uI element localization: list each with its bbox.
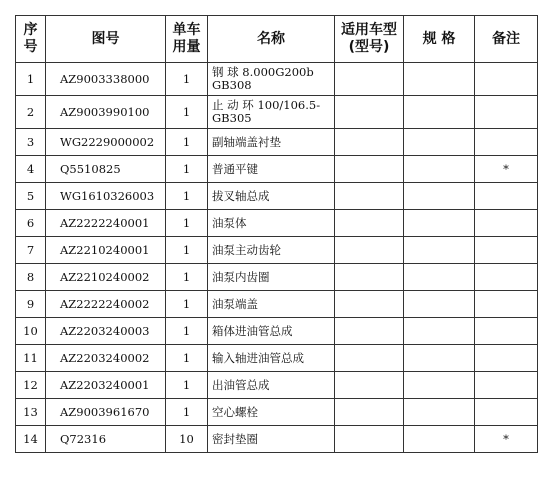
cell-code: WG1610326003 <box>46 183 166 210</box>
cell-note <box>475 399 538 426</box>
table-row <box>16 156 538 183</box>
part-name-text: 钢 球 8.000G200b GB308 <box>212 65 314 92</box>
cell-spec <box>404 63 475 96</box>
cell-name <box>208 96 335 129</box>
cell-seq: 4 <box>16 156 46 183</box>
cell-seq: 7 <box>16 237 46 264</box>
header-qty: 单车 用量 <box>166 16 208 63</box>
cell-qty: 1 <box>166 210 208 237</box>
cell-spec <box>404 237 475 264</box>
cell-qty: 1 <box>166 237 208 264</box>
cell-spec <box>404 96 475 129</box>
cell-name <box>208 291 335 318</box>
cell-qty: 1 <box>166 345 208 372</box>
header-seq: 序 号 <box>16 16 46 63</box>
cell-note <box>475 183 538 210</box>
table-row <box>16 129 538 156</box>
cell-code: AZ2210240002 <box>46 264 166 291</box>
part-name-text: 空心螺栓 <box>212 404 258 419</box>
cell-note: * <box>475 426 538 453</box>
cell-model <box>335 399 404 426</box>
cell-model <box>335 291 404 318</box>
table-row <box>16 318 538 345</box>
cell-code: AZ9003990100 <box>46 96 166 129</box>
cell-note <box>475 372 538 399</box>
part-name-text: 拔叉轴总成 <box>212 188 270 203</box>
header-spec: 规 格 <box>404 16 475 63</box>
cell-spec <box>404 291 475 318</box>
part-name-text: 普通平键 <box>212 161 258 176</box>
cell-spec <box>404 318 475 345</box>
cell-spec <box>404 426 475 453</box>
table-row <box>16 63 538 96</box>
cell-spec <box>404 129 475 156</box>
cell-model <box>335 183 404 210</box>
cell-model <box>335 264 404 291</box>
part-name-text: 副轴端盖衬垫 <box>212 134 281 149</box>
cell-model <box>335 237 404 264</box>
part-name-text: 油泵主动齿轮 <box>212 242 281 257</box>
cell-seq: 5 <box>16 183 46 210</box>
cell-qty: 1 <box>166 399 208 426</box>
cell-name <box>208 264 335 291</box>
table-row <box>16 183 538 210</box>
cell-name <box>208 318 335 345</box>
cell-model <box>335 156 404 183</box>
header-note: 备注 <box>475 16 538 63</box>
table-row <box>16 291 538 318</box>
cell-model <box>335 96 404 129</box>
cell-seq: 2 <box>16 96 46 129</box>
part-name-text: 油泵体 <box>212 215 247 230</box>
cell-spec <box>404 345 475 372</box>
cell-model <box>335 63 404 96</box>
part-name-text: 止 动 环 100/106.5- GB305 <box>212 98 321 125</box>
cell-seq: 6 <box>16 210 46 237</box>
table-row <box>16 345 538 372</box>
cell-qty: 1 <box>166 156 208 183</box>
cell-code: WG2229000002 <box>46 129 166 156</box>
header-name: 名称 <box>208 16 335 63</box>
cell-spec <box>404 183 475 210</box>
cell-code: AZ2222240001 <box>46 210 166 237</box>
cell-model <box>335 426 404 453</box>
cell-note <box>475 291 538 318</box>
cell-seq: 12 <box>16 372 46 399</box>
cell-code: Q5510825 <box>46 156 166 183</box>
cell-qty: 1 <box>166 372 208 399</box>
table-row <box>16 264 538 291</box>
cell-code: AZ9003338000 <box>46 63 166 96</box>
cell-spec <box>404 210 475 237</box>
table-row <box>16 237 538 264</box>
cell-qty: 1 <box>166 183 208 210</box>
cell-code: AZ2222240002 <box>46 291 166 318</box>
cell-seq: 1 <box>16 63 46 96</box>
part-name-text: 出油管总成 <box>212 377 270 392</box>
part-name-text: 油泵内齿圈 <box>212 269 270 284</box>
cell-note <box>475 237 538 264</box>
cell-note: * <box>475 156 538 183</box>
table-body <box>16 63 538 453</box>
cell-model <box>335 372 404 399</box>
cell-code: AZ2203240001 <box>46 372 166 399</box>
part-name-text: 油泵端盖 <box>212 296 258 311</box>
cell-name <box>208 399 335 426</box>
cell-seq: 9 <box>16 291 46 318</box>
cell-code: AZ2210240001 <box>46 237 166 264</box>
cell-seq: 14 <box>16 426 46 453</box>
header-code: 图号 <box>46 16 166 63</box>
cell-spec <box>404 156 475 183</box>
cell-qty: 1 <box>166 129 208 156</box>
table-row <box>16 426 538 453</box>
cell-name <box>208 156 335 183</box>
cell-name <box>208 210 335 237</box>
cell-name <box>208 237 335 264</box>
cell-spec <box>404 264 475 291</box>
cell-seq: 10 <box>16 318 46 345</box>
cell-seq: 3 <box>16 129 46 156</box>
cell-name <box>208 372 335 399</box>
cell-note <box>475 264 538 291</box>
cell-seq: 13 <box>16 399 46 426</box>
cell-name <box>208 345 335 372</box>
cell-qty: 1 <box>166 63 208 96</box>
cell-qty: 1 <box>166 96 208 129</box>
cell-code: AZ9003961670 <box>46 399 166 426</box>
header-row <box>16 16 538 63</box>
table-row <box>16 372 538 399</box>
cell-name <box>208 183 335 210</box>
cell-note <box>475 129 538 156</box>
cell-note <box>475 63 538 96</box>
cell-model <box>335 129 404 156</box>
part-name-text: 密封垫圈 <box>212 431 258 446</box>
cell-seq: 8 <box>16 264 46 291</box>
cell-name <box>208 129 335 156</box>
cell-spec <box>404 372 475 399</box>
cell-note <box>475 96 538 129</box>
cell-note <box>475 210 538 237</box>
table-row <box>16 210 538 237</box>
cell-note <box>475 345 538 372</box>
header-model: 适用车型 (型号) <box>335 16 404 63</box>
cell-spec <box>404 399 475 426</box>
table-row <box>16 399 538 426</box>
cell-model <box>335 345 404 372</box>
part-name-text: 箱体进油管总成 <box>212 323 293 338</box>
cell-code: AZ2203240003 <box>46 318 166 345</box>
cell-qty: 1 <box>166 318 208 345</box>
part-name-text: 输入轴进油管总成 <box>212 350 304 365</box>
cell-name <box>208 63 335 96</box>
cell-model <box>335 210 404 237</box>
cell-qty: 10 <box>166 426 208 453</box>
cell-model <box>335 318 404 345</box>
cell-seq: 11 <box>16 345 46 372</box>
cell-qty: 1 <box>166 264 208 291</box>
table-row <box>16 96 538 129</box>
cell-note <box>475 318 538 345</box>
cell-code: AZ2203240002 <box>46 345 166 372</box>
cell-code: Q72316 <box>46 426 166 453</box>
cell-name <box>208 426 335 453</box>
cell-qty: 1 <box>166 291 208 318</box>
parts-table <box>15 15 538 453</box>
